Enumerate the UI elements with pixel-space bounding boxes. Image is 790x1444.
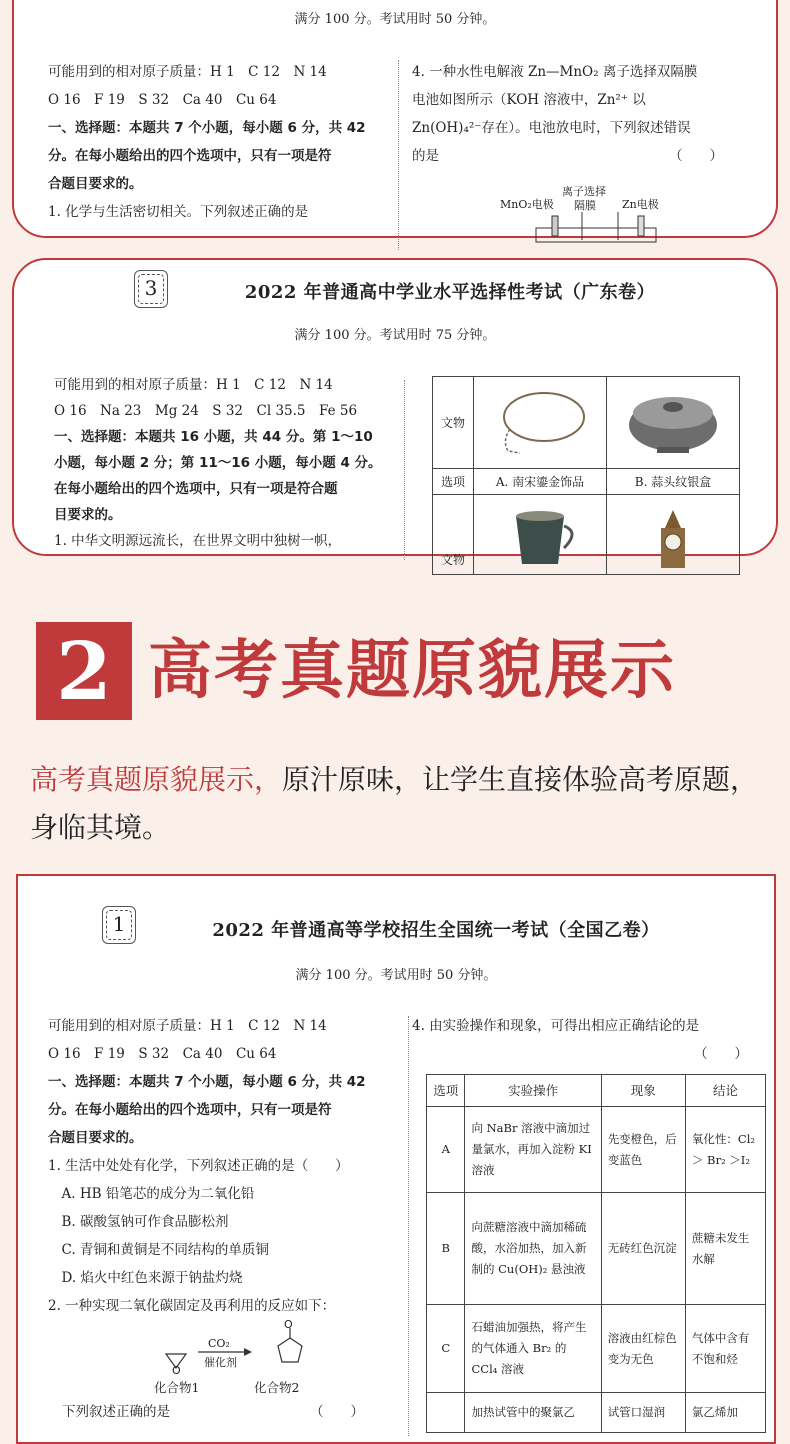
question-2: 2. 一种实现二氧化碳固定及再利用的反应如下： xyxy=(48,1298,336,1314)
answer-paren: （ ） xyxy=(669,148,723,164)
section-instruction: 合题目要求的。 xyxy=(48,176,143,192)
section-instruction: 分。在每小题给出的四个选项中，只有一项是符 xyxy=(48,1102,332,1118)
reagent-above: CO₂ xyxy=(208,1337,230,1350)
right-column xyxy=(412,58,723,170)
exam-title: 2022 年普通高等学校招生全国统一考试（全国乙卷） xyxy=(212,920,660,941)
intro-highlight: 高考真题原貌展示， xyxy=(30,763,283,796)
section-intro xyxy=(30,756,770,852)
section-instruction: 一、选择题：本题共 7 个小题，每小题 6 分，共 42 xyxy=(48,120,366,136)
atomic-mass-line: 可能用到的相对原子质量：H 1 C 12 N 14 xyxy=(48,64,327,80)
relic-table xyxy=(432,376,740,575)
exam-card-national-a xyxy=(12,0,778,238)
silver-box-image xyxy=(613,381,733,461)
gold-jewelry-image xyxy=(480,381,600,461)
option-a: A. HB 铅笔芯的成分为二氧化铅 xyxy=(48,1186,255,1202)
exam-subtitle: 满分 100 分。考试用时 75 分钟。 xyxy=(294,328,496,343)
section-instruction: 分。在每小题给出的四个选项中，只有一项是符 xyxy=(48,148,332,164)
question-1: 1. 中华文明源远流长，在世界文明中独树一帜， xyxy=(54,533,342,549)
option-b: B. 碳酸氢钠可作食品膨松剂 xyxy=(48,1214,229,1230)
exam-title: 2022 年普通高中学业水平选择性考试（广东卷） xyxy=(244,282,656,303)
answer-paren: （ ） xyxy=(310,1404,364,1420)
question-4: 4. 由实验操作和现象，可得出相应正确结论的是 xyxy=(412,1018,700,1034)
compound-2-label: 化合物2 xyxy=(254,1380,300,1395)
column-divider xyxy=(404,380,405,560)
row-label-relic: 文物 xyxy=(433,377,474,469)
exam-subtitle: 满分 100 分。考试用时 50 分钟。 xyxy=(294,12,496,27)
diagram-label-zn: Zn电极 xyxy=(622,198,659,211)
reagent-below: 催化剂 xyxy=(204,1356,237,1369)
compound-1-label: 化合物1 xyxy=(154,1380,200,1395)
header-phenomenon: 现象 xyxy=(601,1075,685,1107)
relic-image-a xyxy=(474,377,607,469)
atomic-mass-line: O 16 Na 23 Mg 24 S 32 Cl 35.5 Fe 56 xyxy=(54,403,358,419)
question-1: 1. 化学与生活密切相关。下列叙述正确的是 xyxy=(48,204,309,220)
option-a-label: A. 南宋鎏金饰品 xyxy=(474,469,607,495)
question-4-line: Zn(OH)₄²⁻存在）。电池放电时，下列叙述错误 xyxy=(412,120,691,136)
table-header xyxy=(427,1075,766,1107)
diagram-label-mno2: MnO₂电极 xyxy=(500,198,554,211)
diagram-label-membrane: 离子选择 xyxy=(562,185,606,198)
column-divider xyxy=(398,60,399,250)
atomic-mass-line: 可能用到的相对原子质量：H 1 C 12 N 14 xyxy=(54,377,333,393)
atomic-mass-line: 可能用到的相对原子质量：H 1 C 12 N 14 xyxy=(48,1018,327,1034)
clock-image xyxy=(613,498,733,568)
relic-image-b xyxy=(607,377,740,469)
relic-image-d xyxy=(607,495,740,575)
right-column xyxy=(412,1012,748,1068)
question-1: 1. 生活中处处有化学，下列叙述正确的是（ ） xyxy=(48,1158,349,1174)
atomic-mass-line: O 16 F 19 S 32 Ca 40 Cu 64 xyxy=(48,92,277,108)
intro-text: 原汁原味，让学生直接体验高考原题，身临其境。 xyxy=(30,763,759,844)
row-label-relic: 文物 xyxy=(433,495,474,575)
battery-sketch xyxy=(500,178,680,240)
column-divider xyxy=(408,1016,409,1436)
atomic-mass-line: O 16 F 19 S 32 Ca 40 Cu 64 xyxy=(48,1046,277,1062)
table-row: 加热试管中的聚氯乙 试管口湿润 氯乙烯加 xyxy=(427,1393,766,1433)
exam-subtitle: 满分 100 分。考试用时 50 分钟。 xyxy=(295,968,497,983)
reaction-scheme: O O CO₂ 催化剂 化合物1 化合物2 xyxy=(148,1316,338,1396)
option-b-label: B. 蒜头纹银盒 xyxy=(607,469,740,495)
section-instruction: 小题，每小题 2 分；第 11～16 小题，每小题 4 分。 xyxy=(54,455,382,471)
cup-image xyxy=(480,498,600,568)
table-row: C 石蜡油加强热，将产生的气体通入 Br₂ 的 CCl₄ 溶液 溶液由红棕色变为无色 气体中含有不饱和烃 xyxy=(427,1305,766,1393)
exam-number-badge: 1 xyxy=(102,906,136,944)
relic-image-c xyxy=(474,495,607,575)
experiment-table xyxy=(426,1074,766,1433)
exam-number-badge: 3 xyxy=(134,270,168,308)
diagram-label-membrane-2: 隔膜 xyxy=(574,199,596,212)
option-d: D. 焰火中红色来源于钠盐灼烧 xyxy=(48,1270,243,1286)
header-option: 选项 xyxy=(427,1075,465,1107)
question-2-tail: 下列叙述正确的是 （ ） xyxy=(62,1404,364,1420)
answer-paren: （ ） xyxy=(694,1046,748,1062)
question-4-line: 电池如图所示（KOH 溶液中，Zn²⁺ 以 xyxy=(412,92,646,108)
table-row: B 向蔗糖溶液中滴加稀硫酸，水浴加热，加入新制的 Cu(OH)₂ 悬浊液 无砖红色沉淀 蔗糖未发生水解 xyxy=(427,1193,766,1305)
left-column xyxy=(48,1012,366,1320)
header-conclusion: 结论 xyxy=(685,1075,765,1107)
section-instruction: 一、选择题：本题共 16 小题，共 44 分。第 1～10 xyxy=(54,429,373,445)
section-title: 高考真题原貌展示 xyxy=(148,633,676,708)
exam-card-guangdong xyxy=(12,258,778,567)
section-instruction: 一、选择题：本题共 7 个小题，每小题 6 分，共 42 xyxy=(48,1074,366,1090)
section-number: 2 xyxy=(36,622,132,720)
header-operation: 实验操作 xyxy=(465,1075,601,1107)
left-column xyxy=(54,372,382,554)
section-instruction: 目要求的。 xyxy=(54,507,122,523)
battery-diagram xyxy=(500,178,680,240)
section-instruction: 合题目要求的。 xyxy=(48,1130,143,1146)
question-4-line: 的是 （ ） xyxy=(412,148,723,164)
left-column xyxy=(48,58,366,226)
table-row: A 向 NaBr 溶液中滴加过量氯水，再加入淀粉 KI 溶液 先变橙色，后变蓝色 氧化性：Cl₂ ＞ Br₂ ＞I₂ xyxy=(427,1107,766,1193)
option-c: C. 青铜和黄铜是不同结构的单质铜 xyxy=(48,1242,269,1258)
section-instruction: 在每小题给出的四个选项中，只有一项是符合题 xyxy=(54,481,338,497)
row-label-option: 选项 xyxy=(433,469,474,495)
question-4-line: 4. 一种水性电解液 Zn—MnO₂ 离子选择双隔膜 xyxy=(412,64,698,80)
exam-card-national-b xyxy=(16,874,776,1444)
